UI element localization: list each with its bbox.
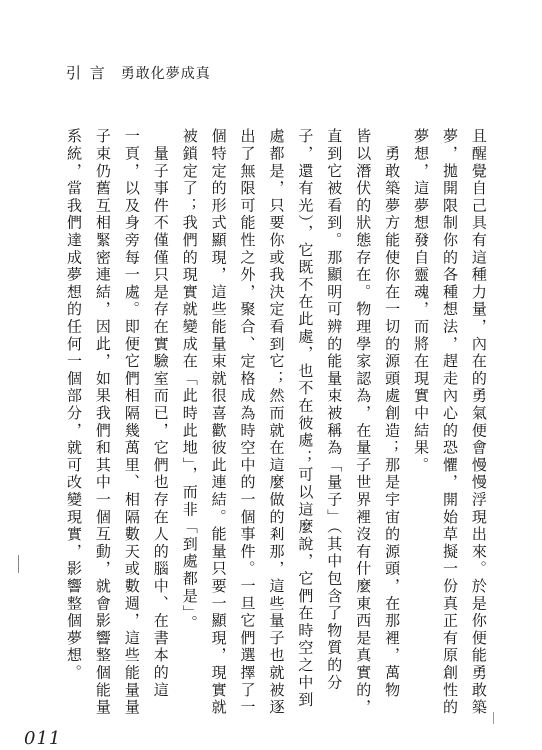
edge-mark — [493, 712, 494, 724]
text-column: 出了無限可能性之外，聚合、定格成為時空中的一個事件。一旦它們選擇了一 — [238, 128, 257, 717]
running-header — [66, 62, 211, 83]
text-column: 子，還有光），它既不在此處，也不在彼處；可以這麼說，它們在時空之中到 — [296, 128, 315, 709]
text-column: 夢想，這夢想發自靈魂，而將在現實中結果。 — [412, 128, 431, 474]
body-text — [65, 128, 488, 717]
text-column: 夢，拋開限制你的各種想法，趕走內心的恐懼，開始草擬一份真正有原創性的 — [440, 128, 459, 717]
text-column: 系統，當我們達成夢想的任何一個部分，就可改變現實，影響整個夢想。 — [65, 128, 83, 682]
text-column: 勇敢築夢方能使你在一切的源頭處創造；那是宇宙的源頭，在那裡，萬物 — [383, 128, 402, 699]
chapter-label: 引 言 — [66, 64, 107, 82]
text-column: 量子事件不僅僅只是存在實驗室而已，它們也存在人的腦中、在書本的這 — [151, 128, 170, 699]
text-column: 皆以潛伏的狀態存在。物理學家認為，在量子世界裡沒有什麼東西是真實的， — [354, 128, 373, 717]
text-column: 且醒覺自己具有這種力量，內在的勇氣便會慢慢浮現出來。於是你便能勇敢築 — [469, 128, 488, 717]
margin-mark — [18, 555, 19, 573]
text-column: 處都是，只要你或我決定看到它；然而就在這麼做的剎那，這些量子也就被逐 — [267, 128, 286, 717]
text-column: 個特定的形式顯現，這些能量束就很喜歡彼此連結。能量只要一顯現，現實就 — [209, 128, 228, 717]
text-column: 直到它被看到。那顯明可辨的能量束被稱為「量子」（其中包含了物質的分 — [325, 128, 344, 692]
text-column: 子束仍舊互相緊密連結，因此，如果我們和其中一個互動，就會影響整個能量 — [93, 128, 112, 717]
text-column: 一頁，以及身旁每一處。即便它們相隔幾萬里、相隔數天或數週，這些能量量 — [122, 128, 141, 717]
text-column: 被鎖定了；我們的現實就變成在「此時此地」，而非「到處都是」。 — [180, 128, 199, 632]
book-title: 勇敢化夢成真 — [120, 66, 211, 82]
page-number: 011 — [24, 728, 62, 749]
